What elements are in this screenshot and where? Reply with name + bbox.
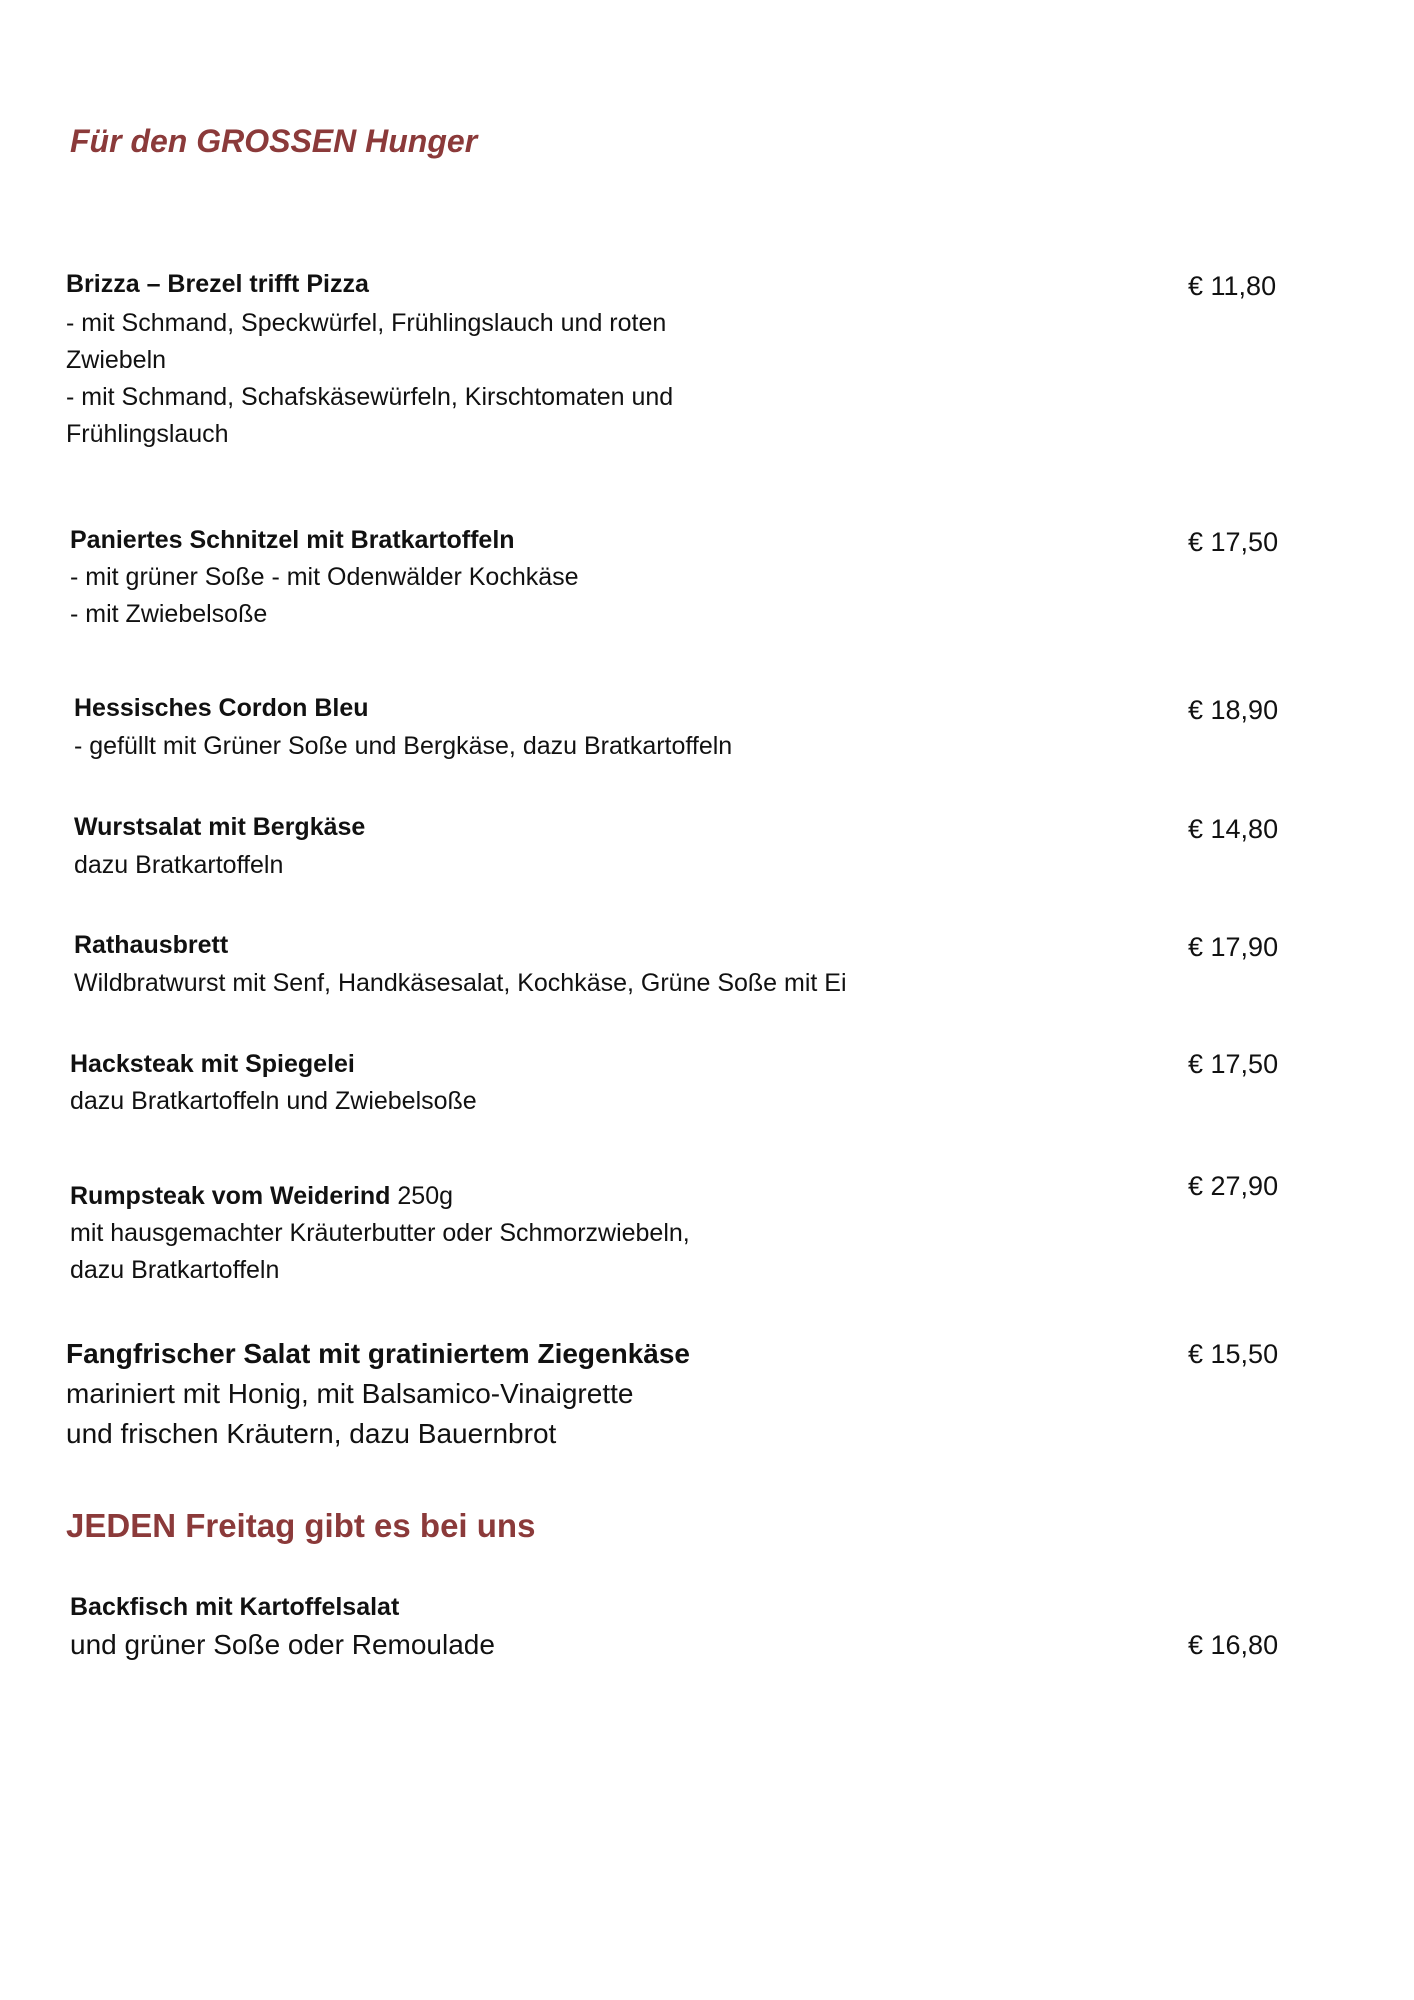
menu-item-description	[70, 559, 579, 633]
description-line: Zwiebeln	[66, 346, 167, 374]
description-line: und frischen Kräutern, dazu Bauernbrot	[66, 1418, 557, 1449]
description-line: Wildbratwurst mit Senf, Handkäsesalat, Kochkäse, Grüne Soße mit Ei	[74, 969, 847, 997]
menu-item-price: € 16,80	[1188, 1630, 1279, 1660]
menu-item-name: Wurstsalat mit Bergkäse	[74, 813, 366, 841]
menu-item-name: Brizza – Brezel trifft Pizza	[66, 270, 369, 298]
menu-item-name: Rathausbrett	[74, 931, 229, 959]
menu-item-price: € 17,50	[1188, 527, 1279, 557]
menu-item-name: Hacksteak mit Spiegelei	[70, 1050, 355, 1078]
menu-item-price: € 17,90	[1188, 932, 1279, 962]
description-line: dazu Bratkartoffeln	[74, 851, 284, 879]
menu-item-name	[70, 1178, 453, 1215]
menu-item-name-text: Rumpsteak vom Weiderind	[70, 1182, 391, 1210]
menu-item-description	[70, 1215, 690, 1289]
menu-item-price: € 15,50	[1188, 1339, 1279, 1369]
description-line: mariniert mit Honig, mit Balsamico-Vinaigrette	[66, 1378, 634, 1409]
menu-item-description	[74, 965, 847, 1002]
section-heading-friday: JEDEN Freitag gibt es bei uns	[66, 1507, 536, 1544]
description-line: - mit Zwiebelsoße	[70, 600, 268, 628]
description-line: mit hausgemachter Kräuterbutter oder Schmorzwiebeln,	[70, 1219, 690, 1247]
menu-item-description	[70, 1083, 477, 1120]
menu-item-name: Paniertes Schnitzel mit Bratkartoffeln	[70, 526, 515, 554]
menu-item-description	[70, 1626, 495, 1663]
section-heading-big-hunger: Für den GROSSEN Hunger	[70, 123, 478, 159]
menu-item-name: Backfisch mit Kartoffelsalat	[70, 1593, 400, 1621]
description-line: - mit Schmand, Schafskäsewürfeln, Kirschtomaten und	[66, 383, 674, 411]
description-line: - mit grüner Soße - mit Odenwälder Kochkäse	[70, 563, 579, 591]
menu-item-description	[74, 728, 732, 765]
menu-item-description	[66, 305, 673, 453]
description-line: - gefüllt mit Grüner Soße und Bergkäse, dazu Bratkartoffeln	[74, 732, 733, 760]
description-line: dazu Bratkartoffeln	[70, 1256, 280, 1284]
description-line: dazu Bratkartoffeln und Zwiebelsoße	[70, 1087, 477, 1115]
description-line: und grüner Soße oder Remoulade	[70, 1629, 495, 1660]
menu-item-weight: 250g	[390, 1182, 454, 1210]
menu-item-name: Hessisches Cordon Bleu	[74, 694, 369, 722]
description-line: Frühlingslauch	[66, 420, 229, 448]
menu-item-price: € 14,80	[1188, 814, 1279, 844]
menu-item-description	[66, 1374, 633, 1454]
menu-item-price: € 11,80	[1188, 271, 1277, 301]
menu-item-price: € 27,90	[1188, 1171, 1279, 1201]
menu-item-name: Fangfrischer Salat mit gratiniertem Ziegenkäse	[66, 1338, 690, 1369]
menu-item-price: € 18,90	[1188, 695, 1279, 725]
menu-item-price: € 17,50	[1188, 1049, 1279, 1079]
description-line: - mit Schmand, Speckwürfel, Frühlingslauch und roten	[66, 309, 667, 337]
menu-item-description	[74, 847, 283, 884]
